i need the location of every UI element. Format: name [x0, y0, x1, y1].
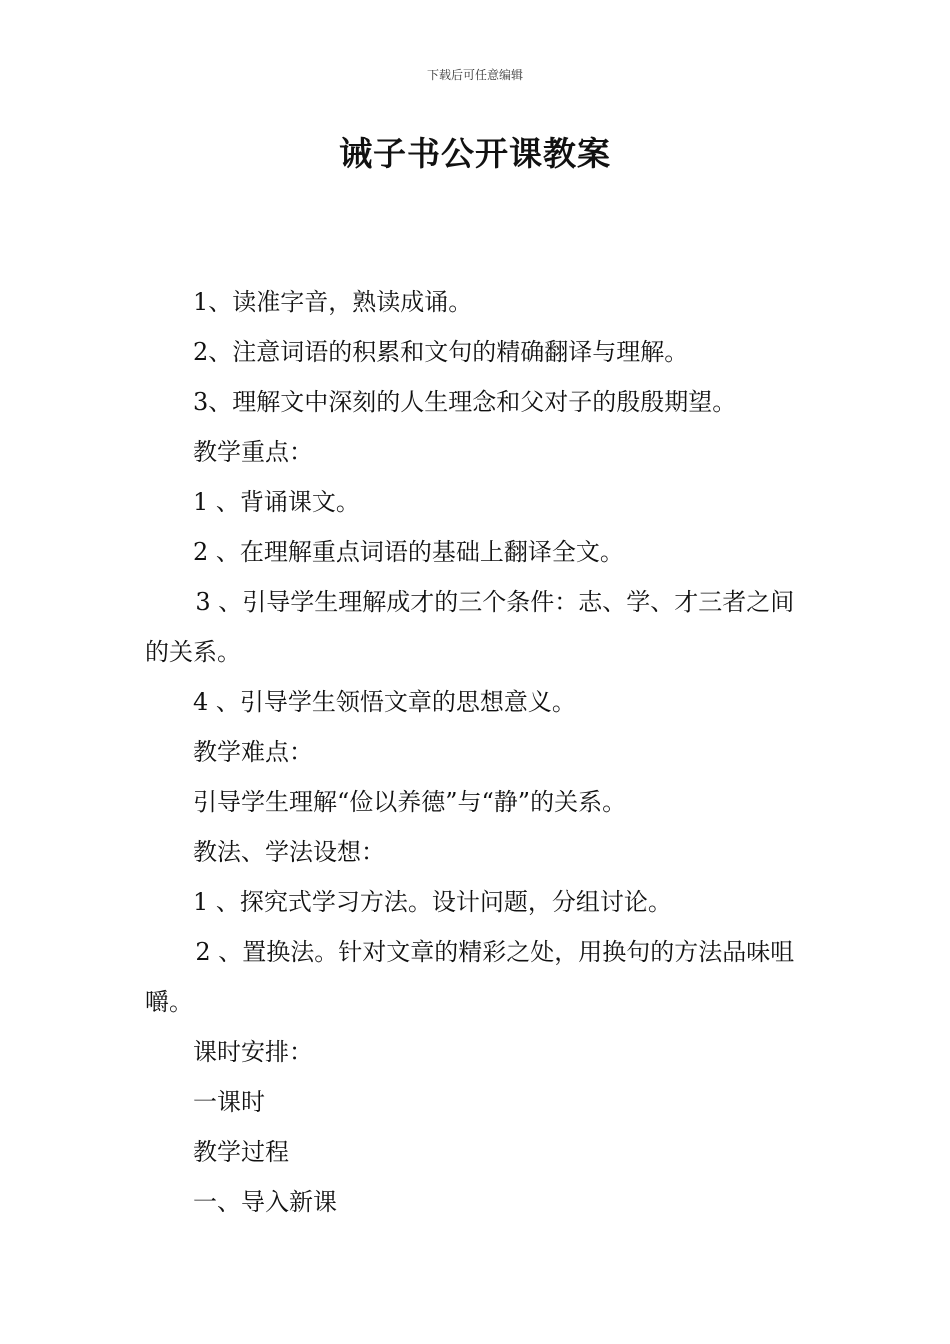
objective-2: 2、注意词语的积累和文句的精确翻译与理解。 [193, 338, 689, 366]
key-point-3: 3 、引导学生理解成才的三个条件：志、学、才三者之间的关系。 [145, 588, 795, 666]
section-heading-schedule: 课时安排： [193, 1038, 313, 1066]
section-heading-key-points: 教学重点： [193, 438, 313, 466]
objective-1: 1、读准字音，熟读成诵。 [193, 288, 473, 316]
process-step-1: 一、导入新课 [193, 1188, 337, 1216]
objective-3: 3、理解文中深刻的人生理念和父对子的殷殷期望。 [193, 388, 737, 416]
difficulty-1: 引导学生理解“俭以养德”与“静”的关系。 [193, 788, 627, 816]
key-point-2: 2 、在理解重点词语的基础上翻译全文。 [193, 538, 624, 566]
section-heading-methods: 教法、学法设想： [193, 838, 385, 866]
key-point-4: 4 、引导学生领悟文章的思想意义。 [193, 688, 576, 716]
section-heading-difficulties: 教学难点： [193, 738, 313, 766]
method-1: 1 、探究式学习方法。设计问题，分组讨论。 [193, 888, 672, 916]
header-note: 下载后可任意编辑 [426, 68, 523, 82]
document-body [145, 277, 810, 1227]
document-title: 诫子书公开课教案 [339, 134, 611, 173]
section-heading-process: 教学过程 [193, 1138, 289, 1166]
schedule-value: 一课时 [193, 1088, 265, 1116]
method-2: 2 、置换法。针对文章的精彩之处，用换句的方法品味咀嚼。 [145, 938, 795, 1016]
key-point-1: 1 、背诵课文。 [193, 488, 360, 516]
